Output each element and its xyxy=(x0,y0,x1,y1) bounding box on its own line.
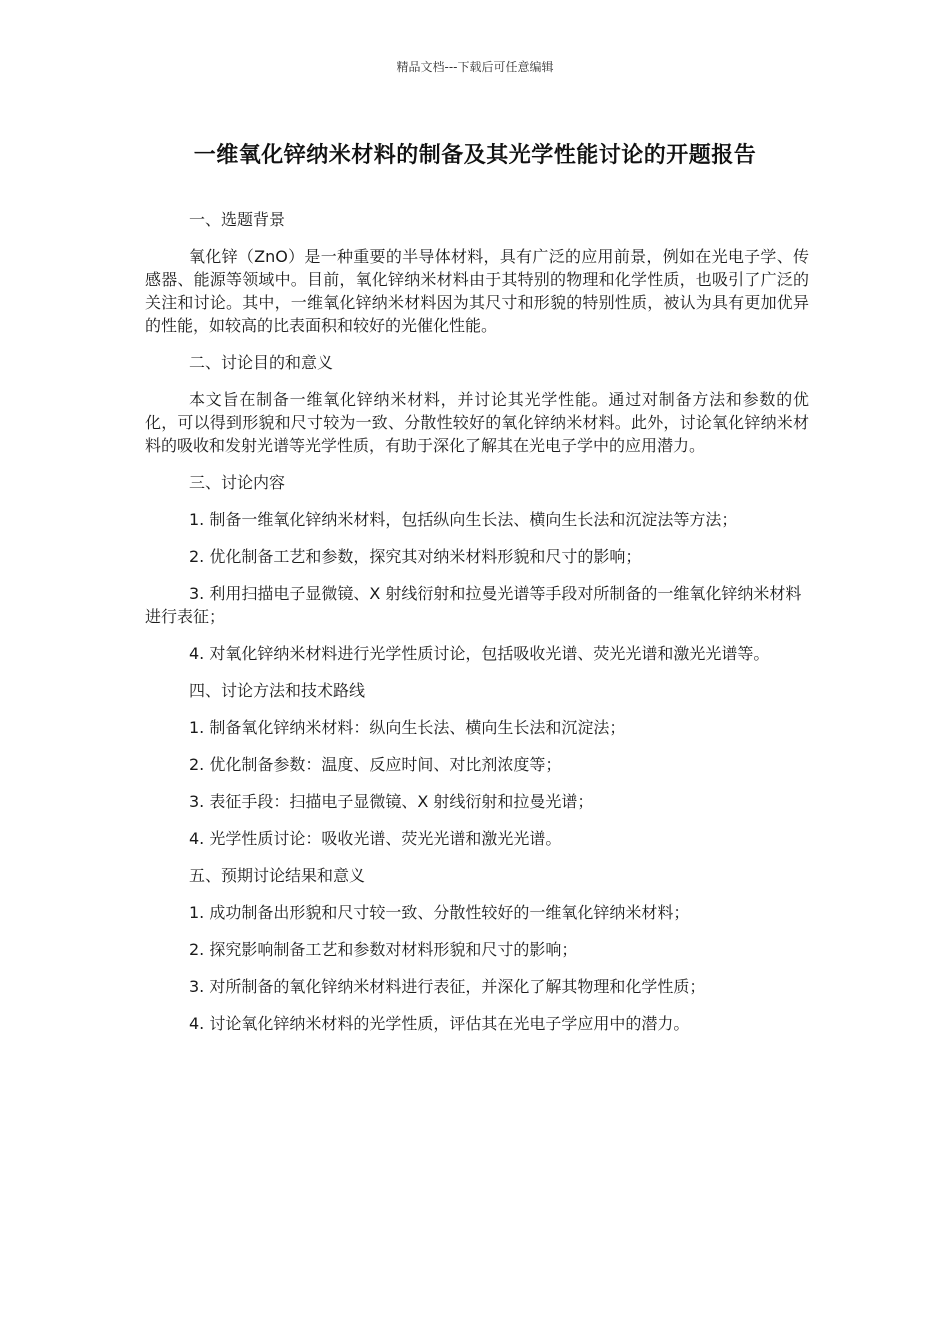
section-heading: 五、预期讨论结果和意义 xyxy=(189,866,366,885)
list-item: 4. 光学性质讨论：吸收光谱、荧光光谱和激光光谱。 xyxy=(189,829,562,848)
section-heading: 四、讨论方法和技术路线 xyxy=(189,681,366,700)
list-item: 1. 成功制备出形貌和尺寸较一致、分散性较好的一维氧化锌纳米材料； xyxy=(189,903,690,922)
list-item: 4. 对氧化锌纳米材料进行光学性质讨论，包括吸收光谱、荧光光谱和激光光谱等。 xyxy=(189,644,770,663)
header-note: 精品文档---下载后可任意编辑 xyxy=(396,60,554,74)
section-heading: 三、讨论内容 xyxy=(189,473,286,492)
paragraph: 氧化锌（ZnO）是一种重要的半导体材料，具有广泛的应用前景，例如在光电子学、传感器、能源等领域中。目前，氧化锌纳米材料由于其特别的物理和化学性质，也吸引了广泛的关注和讨论。其中，一维氧化锌纳米材料因为其尺寸和形貌的特别性质，被认为具有更加优异的性能，如较高的比表面积和较好的光催化性能。 xyxy=(145,247,809,335)
list-item: 2. 优化制备工艺和参数，探究其对纳米材料形貌和尺寸的影响； xyxy=(189,547,642,566)
list-item: 1. 制备一维氧化锌纳米材料，包括纵向生长法、横向生长法和沉淀法等方法； xyxy=(189,510,738,529)
list-item: 2. 优化制备参数：温度、反应时间、对比剂浓度等； xyxy=(189,755,562,774)
list-item: 3. 表征手段：扫描电子显微镜、X 射线衍射和拉曼光谱； xyxy=(189,792,594,811)
list-item: 1. 制备氧化锌纳米材料：纵向生长法、横向生长法和沉淀法； xyxy=(189,718,626,737)
list-item: 4. 讨论氧化锌纳米材料的光学性质，评估其在光电子学应用中的潜力。 xyxy=(189,1014,690,1033)
paragraph: 本文旨在制备一维氧化锌纳米材料，并讨论其光学性能。通过对制备方法和参数的优化，可以得到形貌和尺寸较为一致、分散性较好的氧化锌纳米材料。此外，讨论氧化锌纳米材料的吸收和发射光谱等光学性质，有助于深化了解其在光电子学中的应用潜力。 xyxy=(145,390,809,455)
list-item: 2. 探究影响制备工艺和参数对材料形貌和尺寸的影响； xyxy=(189,940,578,959)
document-title: 一维氧化锌纳米材料的制备及其光学性能讨论的开题报告 xyxy=(193,143,757,168)
list-item: 3. 利用扫描电子显微镜、X 射线衍射和拉曼光谱等手段对所制备的一维氧化锌纳米材料进行表征； xyxy=(145,584,802,626)
section-heading: 二、讨论目的和意义 xyxy=(189,353,334,372)
list-item: 3. 对所制备的氧化锌纳米材料进行表征，并深化了解其物理和化学性质； xyxy=(189,977,706,996)
document-body xyxy=(145,208,809,1049)
section-heading: 一、选题背景 xyxy=(189,210,286,229)
